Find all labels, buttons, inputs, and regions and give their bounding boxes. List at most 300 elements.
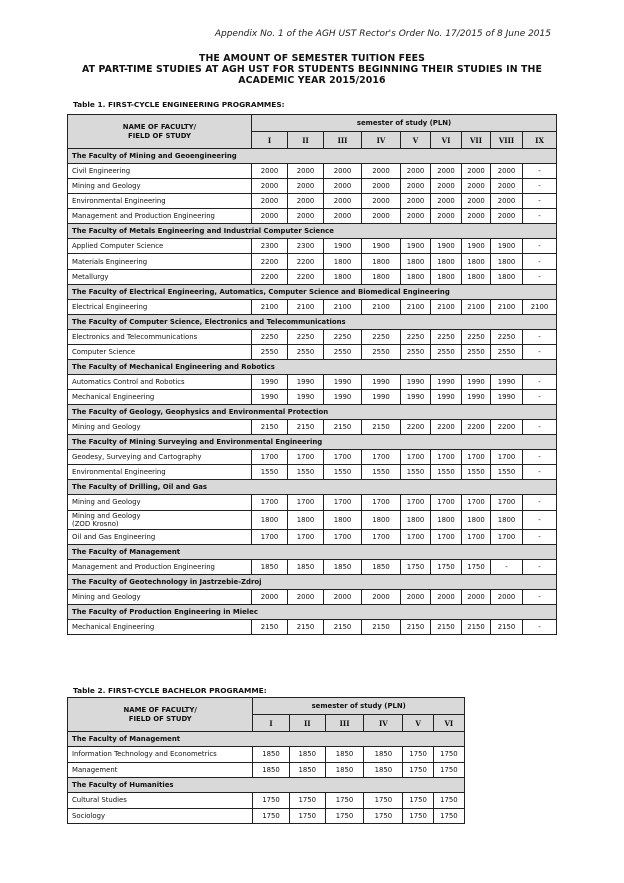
fee-cell: 2000: [491, 194, 523, 209]
fee-cell: 1900: [362, 239, 401, 254]
fee-cell: -: [523, 390, 557, 405]
fee-cell: 2000: [491, 209, 523, 224]
fee-cell: 1700: [288, 495, 324, 510]
fee-cell: -: [523, 254, 557, 269]
fee-cell: -: [523, 239, 557, 254]
semester-header: II: [289, 715, 325, 732]
faculty-heading: The Faculty of Electrical Engineering, Automatics, Computer Science and Biomedical Engineering: [68, 284, 557, 299]
fee-cell: 1990: [491, 374, 523, 389]
fee-cell: 2550: [362, 344, 401, 359]
table-row: [68, 589, 557, 604]
fee-cell: -: [523, 495, 557, 510]
fee-cell: 1700: [401, 495, 431, 510]
field-of-study: Automatics Control and Robotics: [68, 374, 252, 389]
table-row: [68, 209, 557, 224]
fee-cell: 1750: [433, 747, 464, 763]
table-row: [68, 254, 557, 269]
fee-cell: 1700: [324, 495, 362, 510]
fee-cell: 2000: [431, 179, 462, 194]
fee-cell: -: [523, 465, 557, 480]
faculty-heading: The Faculty of Mining and Geoengineering: [68, 149, 557, 164]
fee-cell: 1850: [253, 747, 289, 763]
fee-cell: 2200: [491, 420, 523, 435]
fee-cell: 2000: [362, 164, 401, 179]
fee-cell: 1800: [462, 510, 491, 529]
faculty-heading: The Faculty of Mining Surveying and Environmental Engineering: [68, 435, 557, 450]
semester-header: III: [324, 132, 362, 149]
semester-header: IV: [362, 132, 401, 149]
semester-header: VIII: [491, 132, 523, 149]
fee-cell: 2200: [288, 269, 324, 284]
faculty-heading: The Faculty of Computer Science, Electronics and Telecommunications: [68, 314, 557, 329]
field-of-study: Computer Science: [68, 344, 252, 359]
fee-cell: 1750: [253, 793, 289, 809]
fee-cell: 1700: [362, 450, 401, 465]
fee-cell: 2000: [252, 589, 288, 604]
fee-cell: 1800: [431, 510, 462, 529]
fee-cell: 2000: [431, 589, 462, 604]
fee-cell: 1990: [462, 374, 491, 389]
semester-header: IV: [364, 715, 403, 732]
field-of-study: Civil Engineering: [68, 164, 252, 179]
fee-cell: 1990: [324, 390, 362, 405]
fee-cell: 1550: [252, 465, 288, 480]
faculty-heading: The Faculty of Geotechnology in Jastrzebie-Zdroj: [68, 574, 557, 589]
fee-cell: 1750: [403, 747, 433, 763]
fee-cell: 1750: [325, 793, 363, 809]
table-row: [68, 179, 557, 194]
fee-cell: 1550: [288, 465, 324, 480]
fee-cell: 2000: [288, 209, 324, 224]
fee-cell: 2000: [362, 179, 401, 194]
fee-cell: 2150: [324, 619, 362, 634]
fee-cell: 2550: [252, 344, 288, 359]
fee-cell: 1900: [401, 239, 431, 254]
field-of-study: Management: [68, 762, 253, 778]
fee-cell: 1990: [401, 390, 431, 405]
table-row: [68, 762, 465, 778]
fee-cell: 1990: [431, 374, 462, 389]
fee-cell: -: [523, 619, 557, 634]
fee-cell: 1750: [325, 808, 363, 824]
fee-cell: 2200: [401, 420, 431, 435]
appendix-note: Appendix No. 1 of the AGH UST Rector's Order No. 17/2015 of 8 June 2015: [214, 29, 551, 39]
fee-cell: 1700: [288, 450, 324, 465]
fee-cell: 1850: [325, 747, 363, 763]
fee-cell: 2000: [324, 209, 362, 224]
fee-cell: 1850: [288, 559, 324, 574]
table-row: [68, 269, 557, 284]
table-row: [68, 374, 557, 389]
fee-cell: -: [523, 589, 557, 604]
semester-header: IX: [523, 132, 557, 149]
fee-cell: 2100: [288, 299, 324, 314]
fee-cell: 2250: [401, 329, 431, 344]
fee-cell: 1700: [362, 529, 401, 544]
fee-cell: 2000: [324, 194, 362, 209]
fee-cell: 2150: [401, 619, 431, 634]
table-row: [68, 194, 557, 209]
fee-cell: -: [523, 164, 557, 179]
table-row: [68, 619, 557, 634]
fee-cell: -: [523, 450, 557, 465]
semester-header: I: [253, 715, 289, 732]
faculty-heading: The Faculty of Humanities: [68, 778, 465, 793]
fee-cell: 1990: [462, 390, 491, 405]
fee-cell: 2550: [324, 344, 362, 359]
fee-cell: 2000: [401, 164, 431, 179]
fee-cell: 2100: [252, 299, 288, 314]
fee-cell: 2000: [462, 164, 491, 179]
fee-cell: 1800: [491, 269, 523, 284]
fee-cell: 2150: [252, 420, 288, 435]
fee-cell: 2000: [288, 179, 324, 194]
fee-cell: 1800: [324, 254, 362, 269]
fee-cell: 1700: [491, 529, 523, 544]
fee-cell: 1990: [431, 390, 462, 405]
fee-cell: -: [491, 559, 523, 574]
fee-cell: 2300: [252, 239, 288, 254]
field-of-study: Mining and Geology: [68, 179, 252, 194]
semester-header: I: [252, 132, 288, 149]
fee-cell: 2200: [431, 420, 462, 435]
header-semester-group: semester of study (PLN): [253, 698, 465, 715]
fee-cell: 1800: [362, 254, 401, 269]
fee-cell: -: [523, 209, 557, 224]
field-of-study: Mechanical Engineering: [68, 390, 252, 405]
fee-cell: 2250: [252, 329, 288, 344]
fee-cell: 1800: [401, 269, 431, 284]
fee-cell: 1800: [324, 510, 362, 529]
table1-engineering-fees: [67, 114, 557, 635]
fee-cell: 2000: [252, 209, 288, 224]
table-row: [68, 747, 465, 763]
fee-cell: 2000: [252, 179, 288, 194]
table-row: [68, 793, 465, 809]
fee-cell: 2250: [362, 329, 401, 344]
fee-cell: 2250: [324, 329, 362, 344]
fee-cell: 1700: [252, 495, 288, 510]
fee-cell: 1700: [462, 495, 491, 510]
fee-cell: 1700: [288, 529, 324, 544]
fee-cell: 2000: [431, 164, 462, 179]
fee-cell: 2000: [324, 589, 362, 604]
fee-cell: -: [523, 344, 557, 359]
fee-cell: 2000: [288, 164, 324, 179]
fee-cell: 1700: [431, 450, 462, 465]
fee-cell: 1700: [401, 529, 431, 544]
fee-cell: 1850: [324, 559, 362, 574]
fee-cell: 1990: [362, 390, 401, 405]
semester-header: V: [401, 132, 431, 149]
fee-cell: 1700: [462, 450, 491, 465]
fee-cell: -: [523, 179, 557, 194]
document-title: [60, 53, 564, 86]
fee-cell: 1800: [462, 269, 491, 284]
field-of-study: Environmental Engineering: [68, 465, 252, 480]
fee-cell: 1900: [491, 239, 523, 254]
fee-cell: 2000: [288, 589, 324, 604]
faculty-heading: The Faculty of Management: [68, 544, 557, 559]
fee-cell: 1550: [491, 465, 523, 480]
fee-cell: 2000: [462, 209, 491, 224]
fee-cell: 1550: [401, 465, 431, 480]
fee-cell: 1990: [401, 374, 431, 389]
fee-cell: 1850: [364, 747, 403, 763]
fee-cell: 1700: [491, 495, 523, 510]
fee-cell: 2550: [462, 344, 491, 359]
faculty-heading: The Faculty of Mechanical Engineering and Robotics: [68, 359, 557, 374]
semester-header: VI: [433, 715, 464, 732]
field-of-study: Mining and Geology: [68, 589, 252, 604]
fee-cell: 1850: [325, 762, 363, 778]
table-row: [68, 299, 557, 314]
fee-cell: 1800: [288, 510, 324, 529]
fee-cell: 2200: [252, 269, 288, 284]
fee-cell: 1750: [433, 762, 464, 778]
fee-cell: 2250: [431, 329, 462, 344]
title-line-3: ACADEMIC YEAR 2015/2016: [238, 75, 386, 86]
fee-cell: 2000: [252, 164, 288, 179]
table-row: [68, 164, 557, 179]
field-of-study: Electronics and Telecommunications: [68, 329, 252, 344]
fee-cell: 2150: [252, 619, 288, 634]
fee-cell: 2150: [431, 619, 462, 634]
fee-cell: 2100: [523, 299, 557, 314]
semester-header: III: [325, 715, 363, 732]
fee-cell: 1900: [462, 239, 491, 254]
fee-cell: 1990: [252, 374, 288, 389]
fee-cell: 1850: [289, 747, 325, 763]
faculty-heading: The Faculty of Geology, Geophysics and Environmental Protection: [68, 405, 557, 420]
fee-cell: -: [523, 529, 557, 544]
fee-cell: -: [523, 329, 557, 344]
fee-cell: -: [523, 374, 557, 389]
fee-cell: 2150: [288, 619, 324, 634]
table-row: [68, 808, 465, 824]
fee-cell: 1800: [431, 254, 462, 269]
fee-cell: 2000: [491, 164, 523, 179]
fee-cell: 2250: [288, 329, 324, 344]
fee-cell: 2200: [252, 254, 288, 269]
fee-cell: 1800: [362, 510, 401, 529]
fee-cell: 1800: [491, 510, 523, 529]
fee-cell: 1990: [324, 374, 362, 389]
fee-cell: -: [523, 559, 557, 574]
fee-cell: 1550: [462, 465, 491, 480]
table-row: [68, 390, 557, 405]
fee-cell: 2100: [491, 299, 523, 314]
fee-cell: 1750: [289, 808, 325, 824]
field-of-study: Management and Production Engineering: [68, 209, 252, 224]
fee-cell: 2000: [401, 194, 431, 209]
fee-cell: 2000: [401, 179, 431, 194]
field-of-study: Management and Production Engineering: [68, 559, 252, 574]
fee-cell: 1750: [431, 559, 462, 574]
fee-cell: 2000: [462, 589, 491, 604]
fee-cell: 2150: [288, 420, 324, 435]
fee-cell: 1750: [403, 793, 433, 809]
fee-cell: 2100: [324, 299, 362, 314]
table-row: [68, 329, 557, 344]
table1-caption: Table 1. FIRST-CYCLE ENGINEERING PROGRAMMES:: [73, 100, 285, 109]
header-semester-group: semester of study (PLN): [252, 115, 557, 132]
fee-cell: 2000: [288, 194, 324, 209]
fee-cell: 1550: [362, 465, 401, 480]
table2-caption: Table 2. FIRST-CYCLE BACHELOR PROGRAMME:: [73, 686, 267, 695]
fee-cell: 2150: [462, 619, 491, 634]
fee-cell: 1990: [288, 374, 324, 389]
fee-cell: 2300: [288, 239, 324, 254]
field-of-study: Materials Engineering: [68, 254, 252, 269]
fee-cell: 2000: [324, 164, 362, 179]
fee-cell: 2250: [462, 329, 491, 344]
fee-cell: 2000: [431, 194, 462, 209]
fee-cell: 1750: [403, 762, 433, 778]
fee-cell: 2000: [401, 589, 431, 604]
fee-cell: 2150: [324, 420, 362, 435]
fee-cell: 2150: [491, 619, 523, 634]
fee-cell: 1850: [252, 559, 288, 574]
table-row: [68, 510, 557, 529]
table-row: [68, 344, 557, 359]
faculty-heading: The Faculty of Production Engineering in Mielec: [68, 604, 557, 619]
table-row: [68, 420, 557, 435]
fee-cell: -: [523, 510, 557, 529]
fee-cell: 2550: [491, 344, 523, 359]
fee-cell: 1800: [431, 269, 462, 284]
fee-cell: 1750: [364, 808, 403, 824]
table2-bachelor-fees: [67, 697, 465, 824]
fee-cell: 2550: [431, 344, 462, 359]
fee-cell: 1750: [401, 559, 431, 574]
fee-cell: 2550: [288, 344, 324, 359]
fee-cell: 1900: [324, 239, 362, 254]
fee-cell: 2550: [401, 344, 431, 359]
faculty-heading: The Faculty of Metals Engineering and Industrial Computer Science: [68, 224, 557, 239]
fee-cell: 1700: [431, 495, 462, 510]
title-line-2: AT PART-TIME STUDIES AT AGH UST FOR STUDENTS BEGINNING THEIR STUDIES IN THE: [82, 64, 542, 75]
fee-cell: 1700: [324, 450, 362, 465]
fee-cell: -: [523, 269, 557, 284]
fee-cell: 2200: [288, 254, 324, 269]
table-row: [68, 450, 557, 465]
fee-cell: 2200: [462, 420, 491, 435]
table-row: [68, 465, 557, 480]
fee-cell: 2000: [462, 194, 491, 209]
title-line-1: THE AMOUNT OF SEMESTER TUITION FEES: [198, 53, 426, 64]
field-of-study: Mining and Geology (ZOD Krosno): [68, 510, 252, 529]
semester-header: II: [288, 132, 324, 149]
field-of-study: Environmental Engineering: [68, 194, 252, 209]
fee-cell: 1700: [324, 529, 362, 544]
fee-cell: 2000: [252, 194, 288, 209]
fee-cell: 1700: [462, 529, 491, 544]
table-row: [68, 239, 557, 254]
fee-cell: 1750: [403, 808, 433, 824]
fee-cell: 2000: [362, 209, 401, 224]
fee-cell: 2150: [362, 619, 401, 634]
fee-cell: 2000: [324, 179, 362, 194]
field-of-study: Mining and Geology: [68, 420, 252, 435]
fee-cell: 1990: [362, 374, 401, 389]
fee-cell: 1990: [491, 390, 523, 405]
header-faculty-field: NAME OF FACULTY/ FIELD OF STUDY: [68, 115, 252, 149]
field-of-study: Mechanical Engineering: [68, 619, 252, 634]
faculty-heading: The Faculty of Management: [68, 732, 465, 747]
field-of-study: Cultural Studies: [68, 793, 253, 809]
fee-cell: 1800: [491, 254, 523, 269]
table-row: [68, 529, 557, 544]
fee-cell: 1700: [252, 450, 288, 465]
fee-cell: 1700: [362, 495, 401, 510]
fee-cell: 2000: [362, 194, 401, 209]
field-of-study: Electrical Engineering: [68, 299, 252, 314]
semester-header: VII: [462, 132, 491, 149]
fee-cell: 2000: [491, 179, 523, 194]
fee-cell: -: [523, 194, 557, 209]
fee-cell: 1900: [431, 239, 462, 254]
fee-cell: 1800: [324, 269, 362, 284]
table-row: [68, 559, 557, 574]
fee-cell: 1800: [401, 510, 431, 529]
fee-cell: 1850: [364, 762, 403, 778]
field-of-study: Sociology: [68, 808, 253, 824]
fee-cell: 1700: [252, 529, 288, 544]
field-of-study: Geodesy, Surveying and Cartography: [68, 450, 252, 465]
field-of-study: Metallurgy: [68, 269, 252, 284]
semester-header: V: [403, 715, 433, 732]
fee-cell: 1750: [253, 808, 289, 824]
fee-cell: 2000: [462, 179, 491, 194]
fee-cell: 1800: [462, 254, 491, 269]
fee-cell: 1550: [431, 465, 462, 480]
fee-cell: 1700: [401, 450, 431, 465]
faculty-heading: The Faculty of Drilling, Oil and Gas: [68, 480, 557, 495]
fee-cell: 2150: [362, 420, 401, 435]
fee-cell: 1800: [252, 510, 288, 529]
field-of-study: Mining and Geology: [68, 495, 252, 510]
fee-cell: 1990: [288, 390, 324, 405]
fee-cell: 1850: [253, 762, 289, 778]
fee-cell: 1550: [324, 465, 362, 480]
field-of-study: Information Technology and Econometrics: [68, 747, 253, 763]
header-faculty-field: NAME OF FACULTY/ FIELD OF STUDY: [68, 698, 253, 732]
fee-cell: 2100: [401, 299, 431, 314]
fee-cell: 1750: [364, 793, 403, 809]
semester-header: VI: [431, 132, 462, 149]
fee-cell: 2100: [462, 299, 491, 314]
fee-cell: 1800: [362, 269, 401, 284]
fee-cell: 1850: [289, 762, 325, 778]
fee-cell: 1750: [433, 808, 464, 824]
fee-cell: 1990: [252, 390, 288, 405]
fee-cell: 2000: [401, 209, 431, 224]
fee-cell: -: [523, 420, 557, 435]
fee-cell: 1700: [491, 450, 523, 465]
table-row: [68, 495, 557, 510]
fee-cell: 2100: [431, 299, 462, 314]
fee-cell: 1800: [401, 254, 431, 269]
fee-cell: 1700: [431, 529, 462, 544]
field-of-study: Oil and Gas Engineering: [68, 529, 252, 544]
fee-cell: 1750: [289, 793, 325, 809]
fee-cell: 2100: [362, 299, 401, 314]
fee-cell: 2000: [491, 589, 523, 604]
field-of-study: Applied Computer Science: [68, 239, 252, 254]
fee-cell: 1750: [433, 793, 464, 809]
fee-cell: 1750: [462, 559, 491, 574]
